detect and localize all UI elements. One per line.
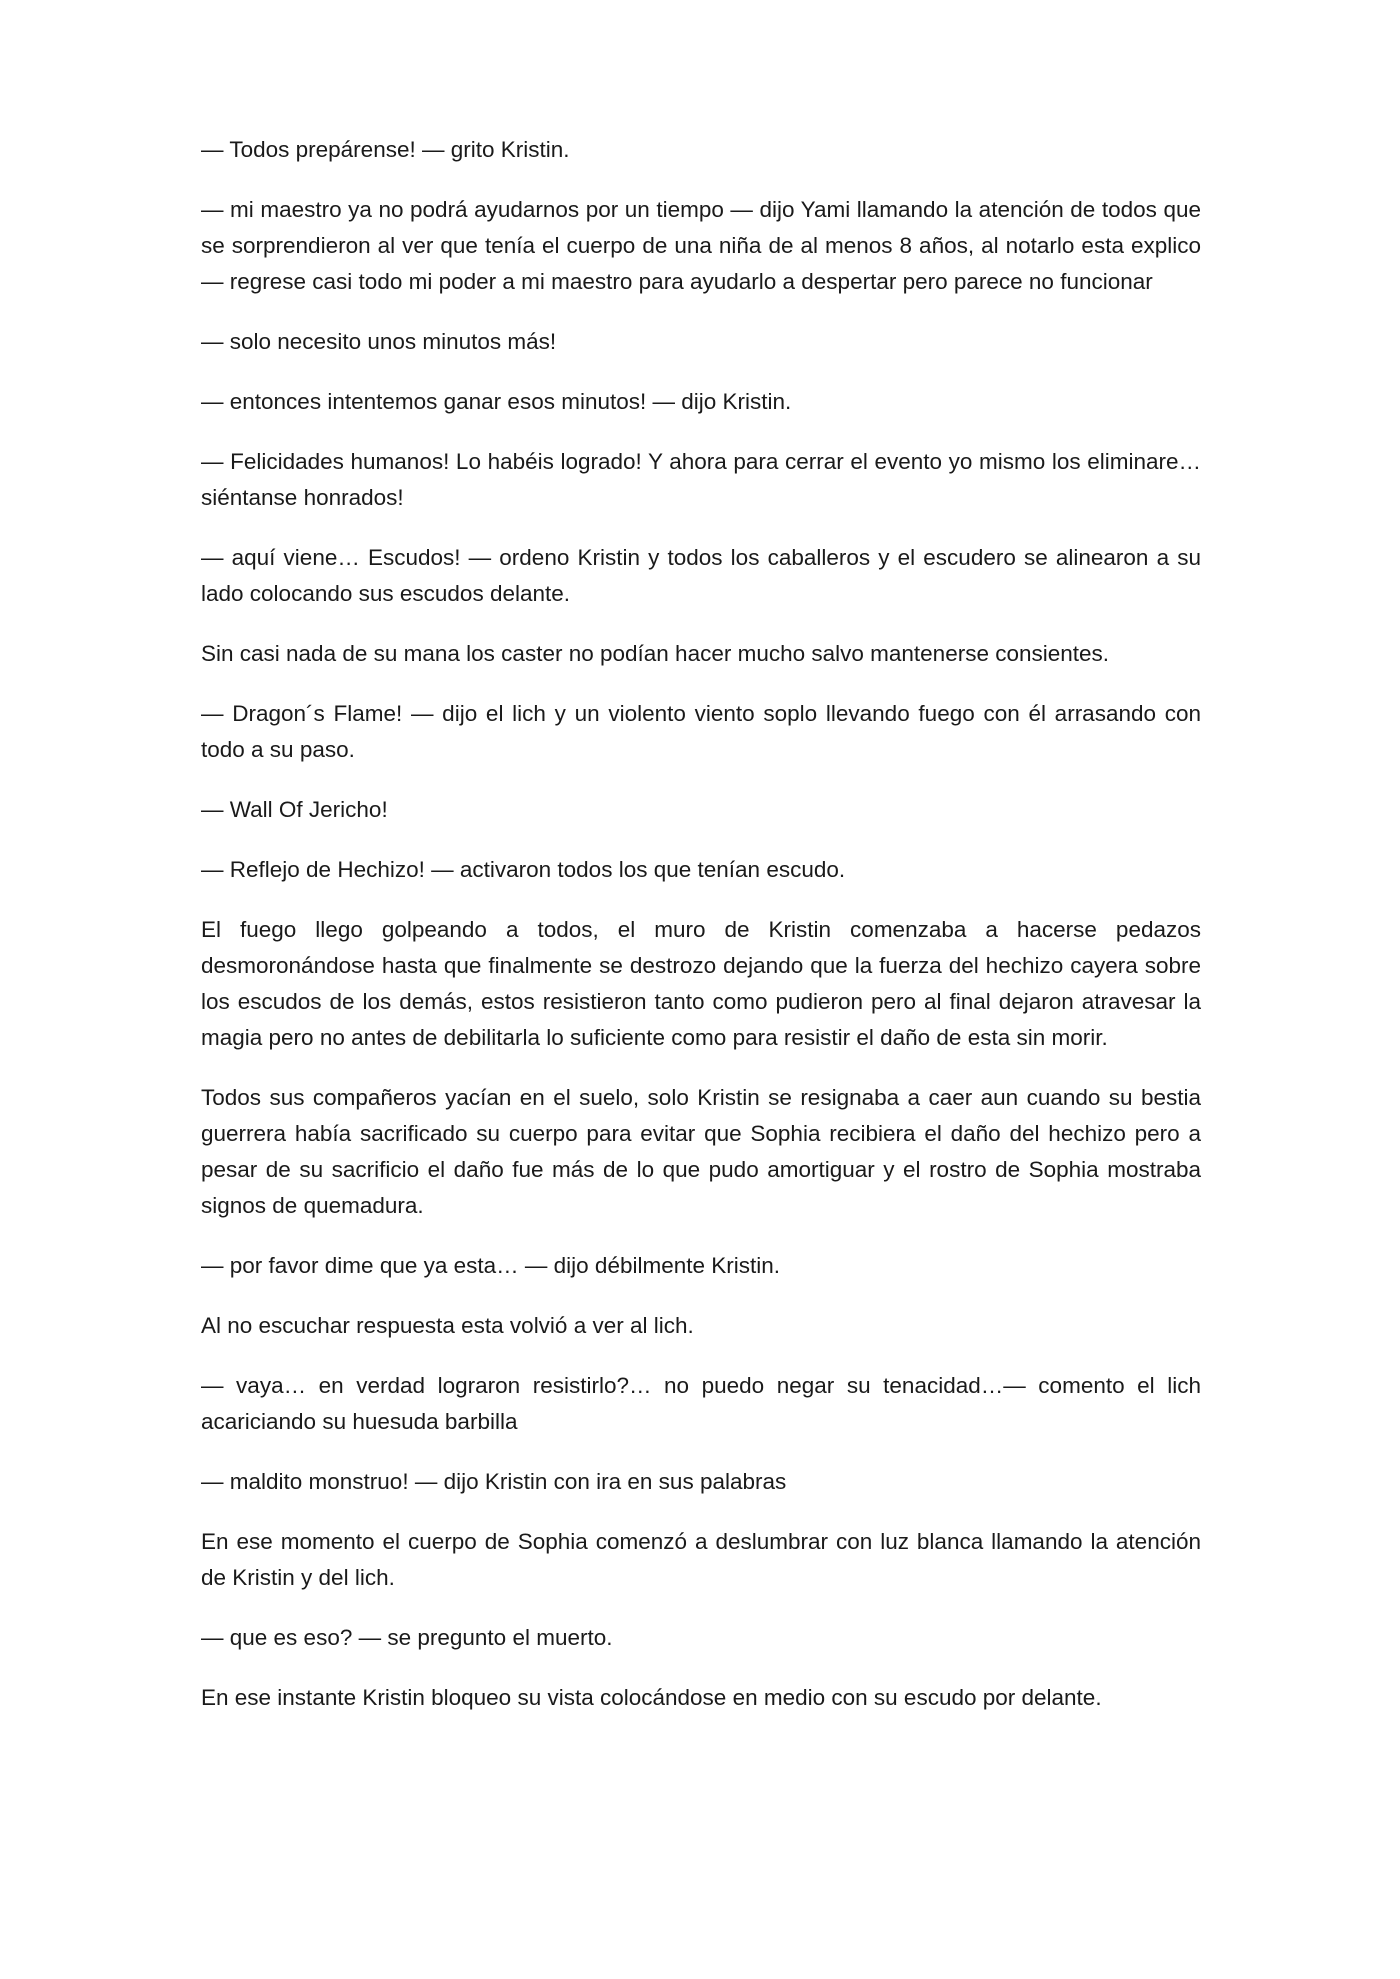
paragraph: — Wall Of Jericho! xyxy=(201,797,388,822)
document-page xyxy=(201,132,1201,1740)
paragraph: — Felicidades humanos! Lo habéis logrado! Y ahora para cerrar el evento yo mismo los eliminare… siéntanse honrados! xyxy=(201,449,1201,510)
paragraph: Al no escuchar respuesta esta volvió a ver al lich. xyxy=(201,1313,694,1338)
paragraph: En ese momento el cuerpo de Sophia comenzó a deslumbrar con luz blanca llamando la atención de Kristin y del lich. xyxy=(201,1529,1201,1590)
paragraph: Todos sus compañeros yacían en el suelo, solo Kristin se resignaba a caer aun cuando su bestia guerrera había sacrificado su cuerpo para evitar que Sophia recibiera el daño del hechizo pero a pesar de su sacrificio el daño fue más de lo que pudo amortiguar y el rostro de Sophia mostraba signos de quemadura. xyxy=(201,1085,1201,1218)
paragraph: — Todos prepárense! — grito Kristin. xyxy=(201,137,570,162)
paragraph: — aquí viene… Escudos! — ordeno Kristin y todos los caballeros y el escudero se alinearon a su lado colocando sus escudos delante. xyxy=(201,545,1201,606)
paragraph: — por favor dime que ya esta… — dijo débilmente Kristin. xyxy=(201,1253,781,1278)
paragraph: — solo necesito unos minutos más! xyxy=(201,329,557,354)
paragraph: Sin casi nada de su mana los caster no podían hacer mucho salvo mantenerse consientes. xyxy=(201,641,1110,666)
paragraph: — entonces intentemos ganar esos minutos! — dijo Kristin. xyxy=(201,389,792,414)
paragraph: — que es eso? — se pregunto el muerto. xyxy=(201,1625,613,1650)
paragraph: El fuego llego golpeando a todos, el muro de Kristin comenzaba a hacerse pedazos desmoronándose hasta que finalmente se destrozo dejando que la fuerza del hechizo cayera sobre los escudos de los demás, estos resistieron tanto como pudieron pero al final dejaron atravesar la magia pero no antes de debilitarla lo suficiente como para resistir el daño de esta sin morir. xyxy=(201,917,1201,1050)
paragraph: — maldito monstruo! — dijo Kristin con ira en sus palabras xyxy=(201,1469,787,1494)
paragraph: — mi maestro ya no podrá ayudarnos por un tiempo — dijo Yami llamando la atención de todos que se sorprendieron al ver que tenía el cuerpo de una niña de al menos 8 años, al notarlo esta explico — regrese casi todo mi poder a mi maestro para ayudarlo a despertar pero parece no funcionar xyxy=(201,197,1201,294)
paragraph: En ese instante Kristin bloqueo su vista colocándose en medio con su escudo por delante. xyxy=(201,1685,1102,1710)
paragraph: — Reflejo de Hechizo! — activaron todos los que tenían escudo. xyxy=(201,857,846,882)
paragraph: — Dragon´s Flame! — dijo el lich y un violento viento soplo llevando fuego con él arrasando con todo a su paso. xyxy=(201,701,1201,762)
paragraph: — vaya… en verdad lograron resistirlo?… no puedo negar su tenacidad…— comento el lich acariciando su huesuda barbilla xyxy=(201,1373,1201,1434)
